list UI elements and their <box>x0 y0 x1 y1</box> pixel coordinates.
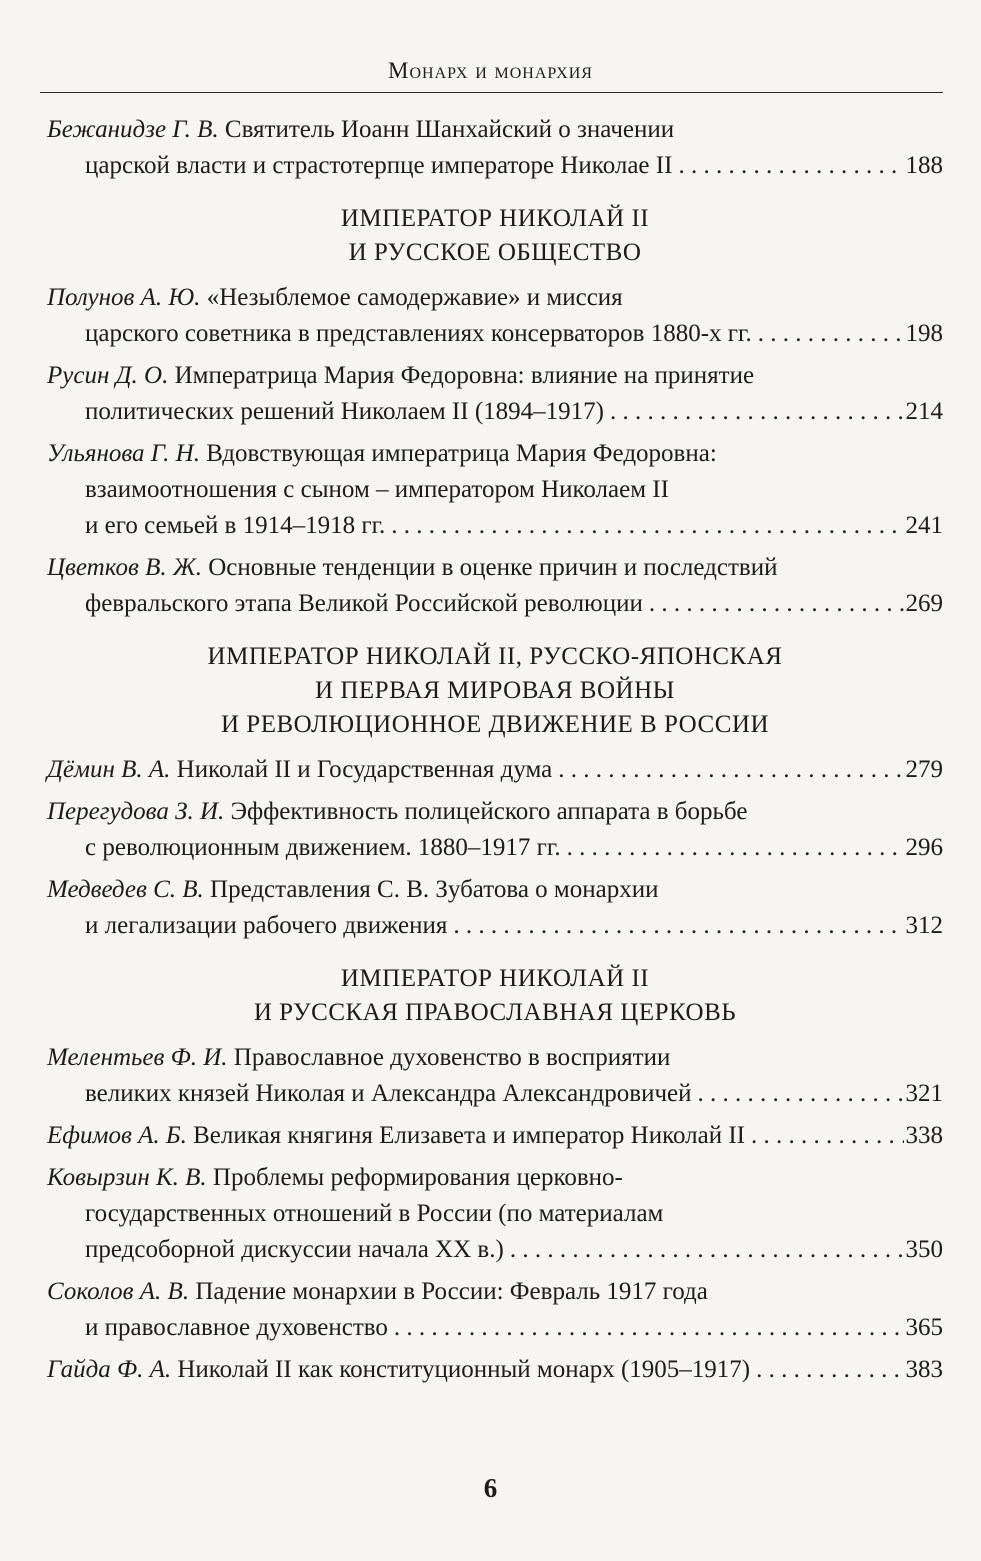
leader-dots <box>453 908 903 944</box>
entry-title-line: Представления С. В. Зубатова о монархии <box>210 876 659 903</box>
entry-author: Ефимов А. Б. <box>47 1122 187 1149</box>
leader-dots <box>751 1118 904 1154</box>
entry-author: Ульянова Г. Н. <box>47 440 200 467</box>
entry-author: Гайда Ф. А. <box>47 1356 172 1383</box>
entry-page-number: 241 <box>905 512 943 539</box>
entry-author: Соколов А. В. <box>47 1278 190 1305</box>
leader-dots <box>756 1352 903 1388</box>
leader-dots <box>758 316 904 352</box>
section-title <box>47 640 943 742</box>
toc-entry[interactable] <box>47 358 943 430</box>
entry-page-number: 188 <box>905 152 943 179</box>
toc-entry[interactable] <box>47 1274 943 1346</box>
entry-title-line: государственных отношений в России (по материалам <box>85 1200 664 1227</box>
toc-entry[interactable] <box>47 280 943 352</box>
leader-dots <box>678 148 903 184</box>
leader-dots <box>649 586 904 622</box>
entry-title-line: царской власти и страстотерпце императоре Николае II <box>85 152 673 179</box>
entry-title-line: и православное духовенство <box>85 1314 388 1341</box>
entry-author: Мелентьев Ф. И. <box>47 1044 228 1071</box>
entry-title-line: февральского этапа Великой Российской революции <box>85 590 643 617</box>
entry-author: Бежанидзе Г. В. <box>47 116 219 143</box>
entry-author: Цветков В. Ж. <box>47 554 202 581</box>
entry-author: Дёмин В. А. <box>47 756 171 783</box>
toc-entry[interactable] <box>47 436 943 544</box>
entry-title-line: Святитель Иоанн Шанхайский о значении <box>224 116 675 143</box>
section-title <box>47 962 943 1030</box>
entry-page-number: 350 <box>905 1236 943 1263</box>
entry-author: Русин Д. О. <box>47 362 169 389</box>
toc-entry[interactable] <box>47 752 943 788</box>
section-title-line: И РЕВОЛЮЦИОННОЕ ДВИЖЕНИЕ В РОССИИ <box>221 711 769 738</box>
leader-dots <box>567 830 904 866</box>
running-head: Монарх и монархия <box>388 58 593 83</box>
entry-page-number: 214 <box>905 398 943 425</box>
entry-title-line: Эффективность полицейского аппарата в борьбе <box>230 798 748 825</box>
page-number: 6 <box>483 1473 498 1503</box>
leader-dots <box>510 1232 904 1268</box>
toc-entry[interactable] <box>47 1160 943 1268</box>
entry-title-line: Николай II как конституционный монарх (1905–1917) <box>177 1356 751 1383</box>
section-title <box>47 202 943 270</box>
header-rule <box>40 92 943 93</box>
entry-author: Медведев С. В. <box>47 876 204 903</box>
entry-title-line: Основные тенденции в оценке причин и последствий <box>208 554 778 581</box>
entry-title-line: с революционным движением. 1880–1917 гг. <box>85 834 561 861</box>
entry-page-number: 269 <box>905 590 943 617</box>
toc-entry[interactable] <box>47 794 943 866</box>
leader-dots <box>558 752 903 788</box>
entry-title-line: Православное духовенство в восприятии <box>233 1044 671 1071</box>
entry-title-line: и его семьей в 1914–1918 гг. <box>85 512 386 539</box>
leader-dots <box>698 1076 904 1112</box>
entry-page-number: 198 <box>905 320 943 347</box>
section-title-line: И РУССКОЕ ОБЩЕСТВО <box>348 239 642 266</box>
entry-title-line: Проблемы реформирования церковно- <box>212 1164 623 1191</box>
entry-author: Ковырзин К. В. <box>47 1164 207 1191</box>
section-title-line: И РУССКАЯ ПРАВОСЛАВНАЯ ЦЕРКОВЬ <box>253 999 737 1026</box>
section-title-line: ИМПЕРАТОР НИКОЛАЙ II <box>340 205 650 232</box>
entry-page-number: 338 <box>905 1122 943 1149</box>
toc-entry[interactable] <box>47 1118 943 1154</box>
entry-page-number: 312 <box>905 912 943 939</box>
entry-title-line: царского советника в представлениях консерваторов 1880-х гг. <box>85 320 752 347</box>
section-title-line: ИМПЕРАТОР НИКОЛАЙ II <box>340 965 650 992</box>
leader-dots <box>394 1310 904 1346</box>
section-title-line: И ПЕРВАЯ МИРОВАЯ ВОЙНЫ <box>315 677 675 704</box>
toc-entry[interactable] <box>47 872 943 944</box>
toc-entry[interactable] <box>47 550 943 622</box>
leader-dots <box>610 394 904 430</box>
entry-page-number: 321 <box>905 1080 943 1107</box>
leader-dots <box>391 508 903 544</box>
entry-page-number: 296 <box>905 834 943 861</box>
entry-title-line: Вдовствующая императрица Мария Федоровна: <box>206 440 717 467</box>
entry-title-line: политических решений Николаем II (1894–1917) <box>85 398 604 425</box>
entry-title-line: предсоборной дискуссии начала XX в.) <box>85 1236 504 1263</box>
entry-title-line: Николай II и Государственная дума <box>176 756 553 783</box>
entry-author: Полунов А. Ю. <box>47 284 201 311</box>
entry-page-number: 365 <box>905 1314 943 1341</box>
toc-entry[interactable] <box>47 1040 943 1112</box>
entry-page-number: 383 <box>905 1356 943 1383</box>
section-title-line: ИМПЕРАТОР НИКОЛАЙ II, РУССКО-ЯПОНСКАЯ <box>207 643 783 670</box>
entry-title-line: великих князей Николая и Александра Александровичей <box>85 1080 692 1107</box>
entry-title-line: Великая княгиня Елизавета и император Николай II <box>193 1122 745 1149</box>
entry-title-line: и легализации рабочего движения <box>85 912 448 939</box>
entry-title-line: Падение монархии в России: Февраль 1917 года <box>195 1278 708 1305</box>
entry-title-line: взаимоотношения с сыном – императором Николаем II <box>85 476 669 503</box>
entry-title-line: «Незыблемое самодержавие» и миссия <box>206 284 623 311</box>
toc-entry[interactable] <box>47 112 943 184</box>
toc-entry[interactable] <box>47 1352 943 1388</box>
table-of-contents <box>47 112 943 1394</box>
entry-page-number: 279 <box>905 756 943 783</box>
entry-author: Перегудова З. И. <box>47 798 225 825</box>
entry-title-line: Императрица Мария Федоровна: влияние на принятие <box>174 362 755 389</box>
